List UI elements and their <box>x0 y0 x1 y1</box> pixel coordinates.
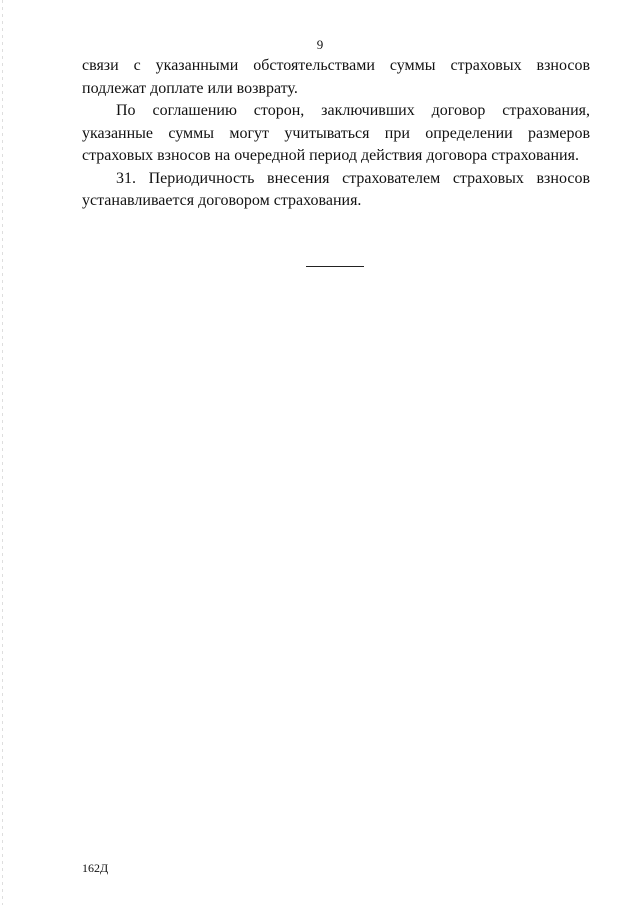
footer-document-code: 162Д <box>82 861 109 875</box>
end-of-text-rule <box>306 266 364 267</box>
paragraph-continuation: связи с указанными обстоятельствами суммы страховых взносов подлежат доплате или возврату. <box>82 57 590 97</box>
scan-edge-artifact <box>2 0 3 905</box>
paragraph-agreement: По соглашению сторон, заключивших договор страхования, указанные суммы могут учитываться при определении размеров страховых взносов на очередной период действия договора страхования. <box>82 102 590 164</box>
document-body <box>82 55 590 213</box>
paragraph-31-periodicity: 31. Периодичность внесения страхователем страховых взносов устанавливается договором страхования. <box>82 169 590 209</box>
page-number: 9 <box>316 37 324 52</box>
